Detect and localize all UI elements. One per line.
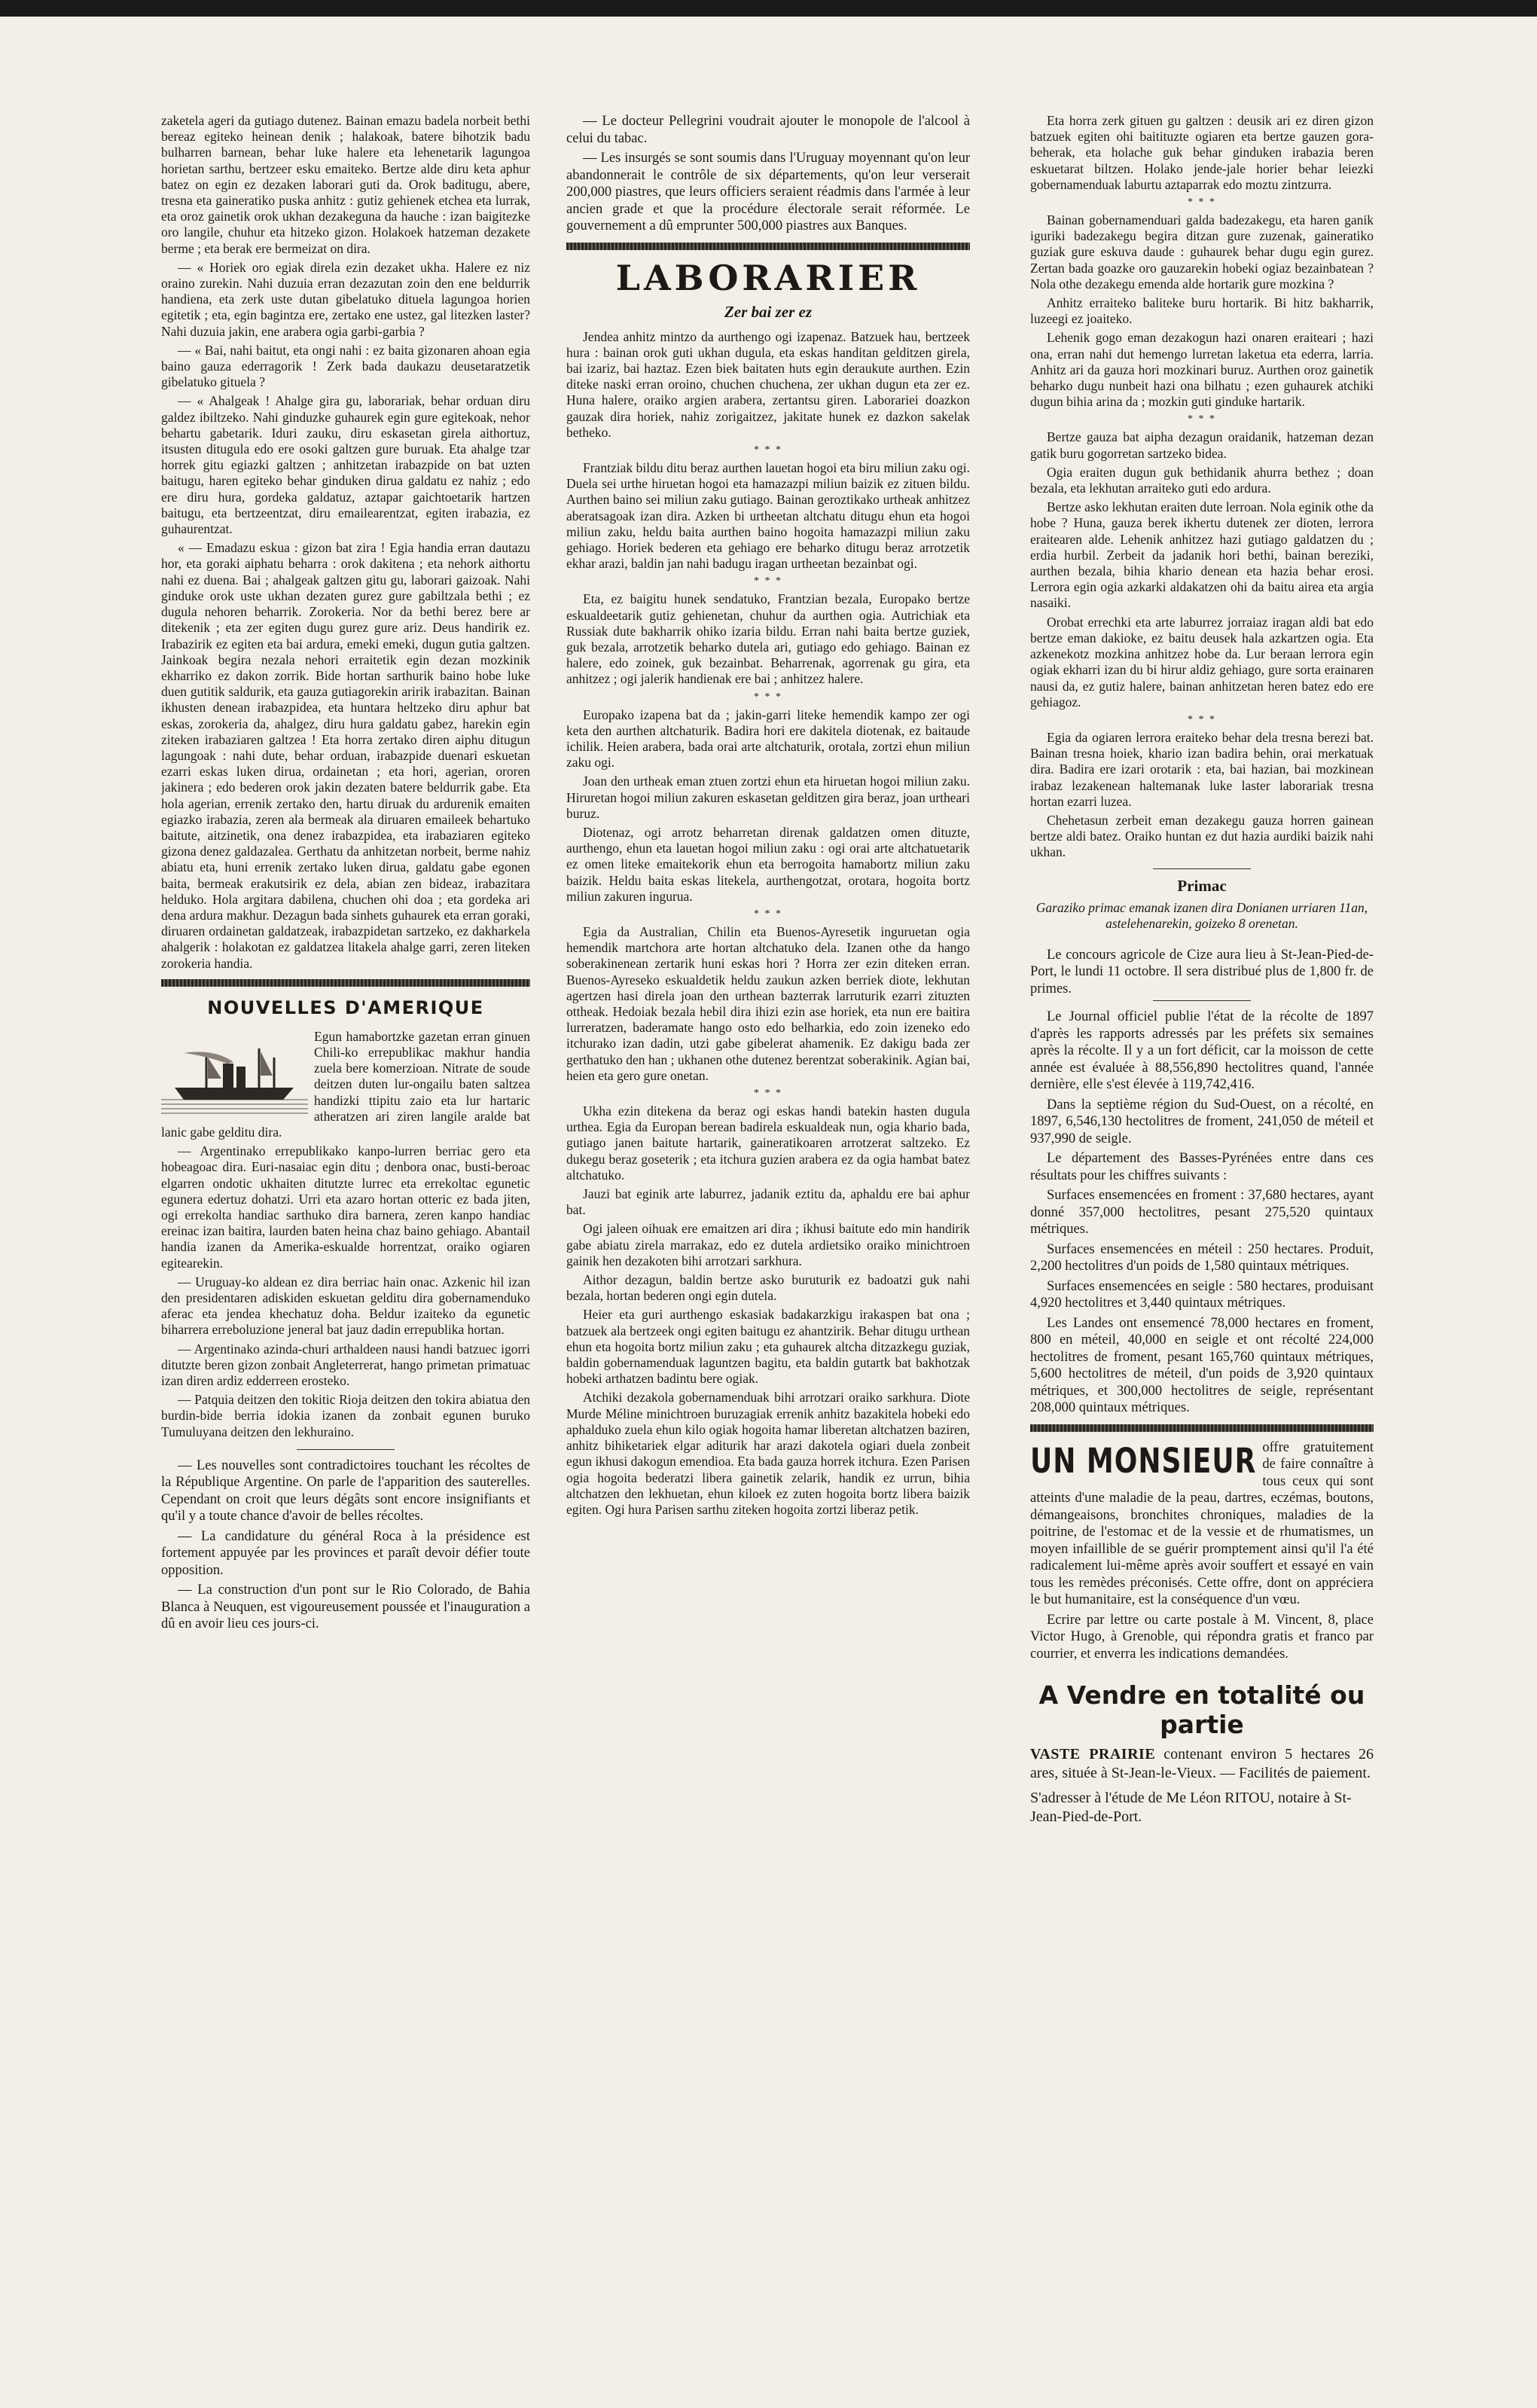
laborarier-article <box>566 329 970 1518</box>
paragraph: Les Landes ont ensemencé 78,000 hectares en froment, 800 en méteil, 40,000 en seigle et ont récolté 224,000 hectolitres de froment, pesant 165,760 quintaux métriques, 5,600 hectolitres de méteil, d'un poids de 3,920 quintaux métriques, et 300,000 hectolitres de seigle, représentant 208,000 quintaux métriques. <box>1030 1315 1374 1416</box>
paragraph: Le département des Basses-Pyrénées entre dans ces résultats pour les chiffres suivants : <box>1030 1151 1374 1183</box>
monsieur-ad-text: offre gratuitement de faire connaître à tous ceux qui sont atteints d'une maladie de la peau, dartres, eczémas, boutons, démangeaisons, bronchites chroniques, maladies de la poitrine, de l'estomac et de la vessie et de rhumatismes, un moyen infaillible de se guérir promptement ainsi qu'il l'a été radicalement lui-même après avoir souffert et essayé en vain tous les remèdes préconisés. Cette offre, dont on appréciera le but humanitaire, est la conséquence d'un vœu. <box>1030 1439 1374 1608</box>
nouvelles-section <box>161 1029 530 1633</box>
paragraph: Aithor dezagun, baldin bertze asko buruturik ez badoatzi guk nahi bezala, hortan bederen ongi egin dutela. <box>566 1272 970 1304</box>
asterism: * * * <box>754 444 782 456</box>
paragraph: « — Emadazu eskua : gizon bat zira ! Egia handia erran dautazu hor, eta goraki aiphatu beharra : orok dakitena ; eta nehork aithortu nahi ez duena. Bai ; ahalgeak galtzen gitu gu, laborari gaizoak. Nahi ginduke orok uste ukhan dezaten gurez gure gabiltzala bethi ; ez dugula nehoren beharrik. Zorokeria. Nor da bethi berez bere ar ditekenik ; eta zer egiten dugu gurez gure ariz. Deus handirik ez. Irabazirik ez egiten eta bai ardura, emeki emeki, dugun gutia galtzen. Jainkoak begira nezala nehori erraitetik egin dezan mozkinik ekharriko ez dakon zorrik. Bide hortan sarthurik baino hobe luke duen gutitik saldurik, eta gauza gutiagorekin aririk irabazitan. Bainan ikhusten denean irabazpidea, eta huntara heltzeko diru aphur bat eskas, zorokeria da, ahalgez, diru hura galdatu gabez, harekin egin ziteken irabaziaren galtzea ! Eta horra zertako diren aiphu ditugun lagungoak : nahi dute, behar orduan, irabazpide duenari eskuetan ezarri eskas luken dirua, ordainetan ; eta hori, agerian, ororen jakinera ; edo bederen orok jakin dezaten batere beldurrik gabe. Eta hola agerian, errenik zertako den, hartu diruak du ardurenik emaiten egiazko irabazia, zeren ala bermeak ala diruaren emaileek behartuko baitute, aitzinetik, ona denez irabazpidea, eta irabaziaren egiteko gizona denez galdazalea. Gerthatu da anhitzetan norbeit, berme nahiz abiatu eta, huni errenik zertako luken dirua, galdatu gabe egonen baita, bermeak erakutsirik ez dela, abian zen bideaz, irabazitara helduko. Hola argitara dabilena, chuchen ohi doa ; eta gordeka ari dena ardura makhur. Dezagun bada sinhets guhaurek eta erran goraki, diruaren ordainetan galdatzeak, irabazpidetan sartzeko, ez dakharkela ahalgerik : holakotan ez galdatzea litakela ahalge garri, zeren liteken zorokeria handia. <box>161 540 530 971</box>
paragraph: — La candidature du général Roca à la présidence est fortement appuyée par les provinces et paraît devoir défier toute opposition. <box>161 1528 530 1578</box>
monsieur-ad-body <box>1030 1439 1374 1609</box>
paragraph: Bertze asko lekhutan eraiten dute lerroan. Nola eginik othe da hobe ? Huna, gauza berek ikhertu dutenek zer dioten, lerrora eraitearen alde. Lehenik anhitzez hazi gutiago galdatzen du ; erdia hurbil. Zerbeit da jadanik hori bethi, bainan bereziki, aurthen bezala, bihia khario denean eta hazia behar erosi. Lerrora egin ogia azkarki aldakatzen ohi da baitu airea eta argia nasaiki. <box>1030 499 1374 611</box>
section-divider <box>566 243 970 250</box>
paragraph: Le concours agricole de Cize aura lieu à St-Jean-Pied-de-Port, le lundi 11 octobre. Il sera distribué plus de 1,800 fr. de primes. <box>1030 947 1374 996</box>
paragraph: — Les nouvelles sont contradictoires touchant les récoltes de la République Argentine. On parle de l'apparition des sauterelles. Cependant on croit que leurs dégâts sont encore insignifiants et qu'il y a toute chance d'avoir de belles récoltes. <box>161 1457 530 1524</box>
vendre-ad-description <box>1030 1745 1374 1783</box>
paragraph: Eta, ez baigitu hunek sendatuko, Frantzian bezala, Europako bertze eskualdeetarik gutiz gehienetan, chuhur da aurthen ogia. Autrichiak eta Russiak dute bakharrik ohiko izaria bildu. Erran nahi baita bertze guziek, guk bezala, arrotzetik beharko dutela ari, gutiago edo gehiago. Bainan ez halere, edo zoinek, guk bezainbat. Beharrenak, agorrenak gu gira, eta anhitzez ; ogi jalerik handienak ere bai ; anhitzez halere. <box>566 591 970 687</box>
laborarier-article-continued <box>1030 113 1374 861</box>
section-divider <box>161 979 530 987</box>
column-1 <box>161 113 530 2365</box>
paragraph: Egia da ogiaren lerrora eraiteko behar dela tresna berezi bat. Bainan tresna hoiek, khario izan badira behin, orai merkatuak dira. Badira ere izari orotarik : eta, bai hazian, bai mozkinean irabaz lezakenean haltemanak luke laster laborariak tresna hortan ezarri luzea. <box>1030 729 1374 809</box>
monsieur-ad-title: UN MONSIEUR <box>1030 1442 1257 1481</box>
french-news-top <box>566 113 970 235</box>
asterism: * * * <box>1188 414 1216 426</box>
paragraph: Surfaces ensemencées en seigle : 580 hectares, produisant 4,920 hectolitres et 3,440 quintaux métriques. <box>1030 1278 1374 1311</box>
paragraph: Anhitz erraiteko baliteke buru hortarik. Bi hitz bakharrik, luzeegi ez joaiteko. <box>1030 295 1374 327</box>
vendre-ad-title: A Vendre en totalité ou partie <box>1038 1680 1365 1740</box>
paragraph: Jauzi bat eginik arte laburrez, jadanik eztitu da, aphaldu ere bai aphur bat. <box>566 1186 970 1218</box>
paragraph: — « Bai, nahi baitut, eta ongi nahi : ez baita gizonaren ahoan egia baino gauza ederragorik ! Zerk bada daukazu deusetaratzetik gibelatuko gituela ? <box>161 342 530 390</box>
paragraph: Bertze gauza bat aipha dezagun oraidanik, hatzeman dezan gatik buru gogorretan sartzeko bidea. <box>1030 429 1374 461</box>
paragraph: Le Journal officiel publie l'état de la récolte de 1897 d'après les rapports adressés par les préfets six semaines après la récolte. Il y a un fort déficit, car la moisson de cette année est évaluée à 88,556,890 hectolitres quand, l'année dernière, elle s'est élevée à 119,742,416. <box>1030 1009 1374 1093</box>
paragraph: — Le docteur Pellegrini voudrait ajouter le monopole de l'alcool à celui du tabac. <box>566 114 970 146</box>
steamship-icon <box>161 1033 308 1116</box>
paragraph: Ogi jaleen oihuak ere emaitzen ari dira ; ikhusi baitute edo min handirik gabe abiatu zirela marrakaz, edo ez dutela ardietsiko oraiko minichtroen gainik hen dezakoten bihi arrotzari sarkhura. <box>566 1221 970 1268</box>
section-divider <box>1030 1424 1374 1432</box>
paragraph: Eta horra zerk gituen gu galtzen : deusik ari ez diren gizon batzuek egiten ohi baitituzte ogiaren eta bertze gauzen gora-beherak, eta holache guk behar ginduken irabazia beren eskuetarat biltzen. Holako jende-jale horier behar leiezki gobernamenduak laburtu aztaparrak edo moztu zintzurra. <box>1030 113 1374 192</box>
asterism: * * * <box>754 1088 782 1100</box>
paragraph: Ukha ezin ditekena da beraz ogi eskas handi batekin hasten dugula urthea. Egia da Europan berean badirela eskualdeak nun, ogia khario bada, gutiago janen baitute hartarik, gaineratikoaren arrotzerat saltzeko. Ez dukegu beraz goseterik ; eta itchura guzien arabera ez da ogia hambat batez altchatuko. <box>566 1103 970 1183</box>
paragraph: Jendea anhitz mintzo da aurthengo ogi izapenaz. Batzuek hau, bertzeek hura : bainan orok guti ukhan dugula, eta eskas handitan gelditzen girela, bai izariz, bai haztaz. Ezen biek baitaten huts egin deraukute aurthen. Ezin diteke naski erran oroino, chuchen chuchena, zer ukhan dugun eta zer ez. Huna halere, oraiko argien arabera, zertantsu giren. Laborariei doazkon gauzak dira horiek, nahiz zorigaitzez, jakitate hunek ez dazkon sakelak betheko. <box>566 328 970 440</box>
paragraph: Surfaces ensemencées en froment : 37,680 hectares, ayant donné 357,000 hectolitres, pesant 275,520 quintaux métriques. <box>1030 1188 1374 1238</box>
paragraph: — Patquia deitzen den tokitic Rioja deitzen den tokira abiatua den burdin-bide berria idokia izanen da zonbait egunen buruko Tumuluyana deitzen den lekhuraino. <box>161 1392 530 1439</box>
column-2 <box>566 113 970 2365</box>
paragraph: — « Ahalgeak ! Ahalge gira gu, laborariak, behar orduan diru galdez ibiltzeko. Nahi ginduzke guhaurek egin gure egitekoak, nehor behartu gabetarik. Iduri zauku, diru eskasetan girela aithortuz, itsusten ditugula edo ere osoki galtzen gure buruak. Eta ahalge tzar horrek gitu egiazki galtzen ; anhitzetan irabazpide on bat uzten baitugu, haren egiteko behar ginduken dirua galdatu ez nahiz ; edo ere diru hura, gordeka galdatuz, aztapar gaichtoetarik hartzen baitugu, eta bertzeentzat, diru emailearentzat, egiten irabazia, ez guhaurentzat. <box>161 393 530 537</box>
short-rule <box>1153 868 1251 869</box>
monsieur-advertisement <box>1030 1439 1374 1663</box>
paragraph: Joan den urtheak eman ztuen zortzi ehun eta hiruetan hogoi miliun zaku. Hiruretan hogoi miliun zakuren eskasetan gelditzen gira beraz, joan urtheari buruz. <box>566 774 970 821</box>
basque-article-continued <box>161 113 530 972</box>
asterism: * * * <box>754 575 782 588</box>
vendre-ad-lead: VASTE PRAIRIE <box>1030 1746 1156 1763</box>
paragraph: Egun hamabortzke gazetan erran ginuen Chili-ko errepublikac makhur handia zuela bere komerzioan. Nitrate de soude deitzen duten lur-ongailu baten saltzea handizki ttipitu zaio eta lur hartaric atheratzen ari ziren langile aralde bat lanic gabe gelditu dira. <box>161 1028 530 1140</box>
vendre-ad-text: contenant environ 5 hectares 26 ares, située à St-Jean-le-Vieux. — Facilités de paiement. <box>1030 1746 1374 1782</box>
paragraph: Heier eta guri aurthengo eskasiak badakarzkigu irakaspen bat ona ; batzuek ala bertzeek ongi egiten baitugu ez ahantzirik. Behar ditugu urthean ehun eta hogoita bortz miliun zaku ; eta guhaurek altcha ditzazkegu guziak, baldin gobernamenduak laguntzen bagitu, eta baldin gutartk bat bakhotzak hobeki arthatzen badintu bere ogiak. <box>566 1307 970 1387</box>
paragraph: Europako izapena bat da ; jakin-garri liteke hemendik kampo zer ogi keta den aurthen altchaturik. Badira hori ere dakitela diotenak, ez baitaude ichilik. Heien arabera, bada orai arte altchaturik, orotala, zortzi ehun miliun zaku ogi. <box>566 707 970 771</box>
paragraph: Egia da Australian, Chilin eta Buenos-Ayresetik inguruetan ogia hemendik martchora arte hortan altchatuko dela. Izanen othe da hango soberakinenean zertarik huni eskas hori ? Horra zer ezin diteken erran. Buenos-Ayreseko eskualdetik heldu zaukun azken berriek diote, lekhutan agertzen hasi direla joan den urthean bazterrak larruturik ezarri zituzten ottheak. Hedoiak bezala hebil dira ihizi ezin ase horiek, eta nun ere baitira lurreratzen, baderamate hango osto edo belharkia, edo zoin izeneko edo itchurako izan dadin, utzi gabe gibelerat ahamenik. Ez dakigu bada zer gerthatuko den han ; ukhanen othe dutenez berentzat soberakinik. Agian bai, heien eta gero gure onetan. <box>566 924 970 1083</box>
paragraph: Atchiki dezakola gobernamenduak bihi arrotzari oraiko sarkhura. Diote Murde Méline minichtroen buruzagiak errenik anhitz bazakitela hobeki edo aphalduko zuela ehun kilo ogiak hogoita hamar liberetan altchatzen baziren, anhitz bihiketariek elgar aditurik har arazi dakotela ogiari duela zonbeit egun ikhusi dakogun emendioa. Eta bada gauza horrek itchura. Ezen Parisen ogia hogoita bederatzi libera gainetik zelarik, handik ez urrun, bihia altchatzen den lekhuetan, ehun kiloek ez zuten hogoita bortz libera baizik egiten. Ogi hura Parisen sarthu ziteken hogoita zortzi liberaz petik. <box>566 1390 970 1517</box>
asterism: * * * <box>754 691 782 703</box>
paragraph: Bainan gobernamenduari galda badezakegu, eta haren ganik iguriki badezakegu begira ditzan gure zuzenak, gaineratiko guziak gure eskuva daude : guhaurek behar dugu egin gurez. Zertan bada goazke oro gauzarekin hobeki ogiaz bezainbatean ? Nola othe dezakegu emenda alde hortarik gure mozkina ? <box>1030 212 1374 291</box>
steamship-illustration <box>161 1033 308 1116</box>
paragraph: — Argentinako azinda-churi arthaldeen nausi handi batzuec igorri ditutzte beren gizon zonbait Angleterrerat, hango primetan primatuac izan diren ardiz edderreen erosteko. <box>161 1341 530 1389</box>
asterism: * * * <box>1188 197 1216 209</box>
laborarier-subheading: Zer bai zer ez <box>724 302 813 321</box>
paragraph: Frantziak bildu ditu beraz aurthen lauetan hogoi eta biru miliun zaku ogi. Duela sei urthe hiruetan hogoi eta hamazazpi miliun baizik ez zituen bildu. Aurthen baino sei miliun zaku gutiago. Bainan geroztikako urtheak anhitzez aberatsagoak izan dira. Azken bi urtheetan altchatu ditugu ehun eta hogoi miliun zaku, heldu baita aurthen baino hogoita hamazazpi miliun zaku gehiago. Horiek bederen eta gehiago ere beharko ditugu beraz arrotzetik ekhar arazi, baldin jan nahi badugu iragan urtheetan bezainbat ogi. <box>566 459 970 572</box>
laborarier-heading: LABORARIER <box>615 257 921 298</box>
vendre-ad-contact: S'adresser à l'étude de Me Léon RITOU, notaire à St-Jean-Pied-de-Port. <box>1030 1790 1352 1826</box>
paragraph: Chehetasun zerbeit eman dezakegu gauza horren gainean bertze aldi batez. Oraiko huntan ez dut hazia aurdiki baizik nahi ukhan. <box>1030 812 1374 860</box>
paragraph: — Uruguay-ko aldean ez dira berriac hain onac. Azkenic hil izan den presidentaren adiskiden eskuetan gelditu dira gobernamenduko aferac eta jendea khechatuz doha. Beldur izaiteko da egunetic biharrera erreboluzione jeneral bat jauz dadin errepublika hortan. <box>161 1274 530 1338</box>
column-3 <box>1030 113 1374 2365</box>
short-rule <box>297 1449 395 1450</box>
asterism: * * * <box>1188 713 1216 725</box>
primac-notice: Garaziko primac emanak izanen dira Donianen urriaren 11an, astelehenarekin, goizeko 8 orenetan. <box>1035 899 1368 931</box>
paragraph: — La construction d'un pont sur le Rio Colorado, de Bahia Blanca à Neuquen, est vigoureusement poussée et l'inauguration a dû en avoir lieu ces jours-ci. <box>161 1582 530 1632</box>
paragraph: Dans la septième région du Sud-Ouest, on a récolté, en 1897, 6,546,130 hectolitres de froment, 241,050 de méteil et 937,990 de seigle. <box>1030 1097 1374 1146</box>
paragraph: — Argentinako errepublikako kanpo-lurren berriac gero eta hobeagoac dira. Euri-nasaiac egin ditu ; denbora onac, busti-beroac elgarren ondotic ukhaiten ditutzte lurrec eta errekoltac egunetic egunera edertuz dohatzi. Urri eta azaro hortan otteric ez bada jiten, ogi errekolta handiac sarthuko dira barnera, zeren kanpo handiac ereinac izan baitira, laurden baten heina chaz baino gehiago. Abantail handia izanen da Amerika-eskualde horrentzat, oraiko ogiaren egitearekin. <box>161 1143 530 1271</box>
nouvelles-heading: NOUVELLES D'AMERIQUE <box>207 996 484 1018</box>
french-agricultural-news <box>1030 947 1374 1417</box>
paragraph: Lehenik gogo eman dezakogun hazi onaren eraiteari ; hazi ona, erran nahi dut hemengo lurretan laketua eta ederra, larria. Anhitz ari da gauza hori mozkinari buruz. Aurthen oroz gainetik beharko dugu nunbeit hazi ona bilhatu ; ezen guhaurek atchiki dugun bihia arina da ; mozkin guti ginduke hartarik. <box>1030 330 1374 410</box>
short-rule <box>1153 1000 1251 1001</box>
paragraph: Orobat errechki eta arte laburrez jorraiaz iragan aldi bat edo bertze eman dakioke, ez baitu deusek hala azkartzen ogia. Eta azkenekotz mozkina anhitzez hobe da. Lur beraan lerrora egin ogiak ekharri izan du bi hirur aldiz gehiago, gure sorta erainaren nausi da, ez gutiz halere, bainan anhitzetan heren batez edo ere gehiagoz. <box>1030 614 1374 710</box>
paragraph: Ogia eraiten dugun guk bethidanik ahurra bethez ; doan bezala, eta lekhutan arraiteko guti edo ardura. <box>1030 464 1374 496</box>
paragraph: Surfaces ensemencées en méteil : 250 hectares. Produit, 2,200 hectolitres d'un poids de 1,580 quintaux métriques. <box>1030 1241 1374 1274</box>
paragraph: zaketela ageri da gutiago dutenez. Bainan emazu badela norbeit bethi bereaz egiteko heinean denik ; halakoak, batere bihotzik badu bulharren barnean, behar luke halere eta lehenetarik lagungoa horietan sarthu, bertzeer esku emaiteko. Bertze alde diru keta aphur batez on egin ez dezaken laborari guti da. Orok baditugu, abere, tresna eta gaineratiko puska anhitz : gutiz gehienek etchea eta lurrak, eta oroz gainetik orok ukhan dezakeguna da hauche : izan baigitezke oro langile, chuhur eta hitzeko gizon. Holakoek hatzeman dezakete berme ; eta berak ere bermeizat on dira. <box>161 113 530 256</box>
paragraph: Diotenaz, ogi arrotz beharretan direnak galdatzen omen dituzte, aurthengo, ehun eta lauetan hogoi miliun zaku : ogi orai arte altchatuetarik ez omen liteke emaitekorik ehun eta berrogoita hamabortz miliun zaku baizik. Heldu baita eskas litekela, aurthengotzat, orotara, hogoita bortz miliun zakuren ingurua. <box>566 824 970 904</box>
paragraph: — « Horiek oro egiak direla ezin dezaket ukha. Halere ez niz oraino zurekin. Nahi duzuia erran dezazutan zoin den ene beldurrik handiena, eta zerk uste dutan gibelatuko dituela lagungoa horien egitetik ; eta, egin bagintza ere, zertako ene ustez, gal litezken laster? Nahi duzuia jakin, ene arabera ogia garbi-garbia ? <box>161 259 530 339</box>
asterism: * * * <box>754 908 782 920</box>
paragraph: — Les insurgés se sont soumis dans l'Uruguay moyennant qu'on leur abandonnerait le contrôle de six départements, qu'on leur verserait 200,000 piastres, que leurs officiers seraient réadmis dans l'armée à leur ancien grade et que la procédure électorale serait réformée. Le gouvernement a dû emprunter 500,000 piastres aux Banques. <box>566 151 970 233</box>
monsieur-ad-contact: Ecrire par lettre ou carte postale à M. Vincent, 8, place Victor Hugo, à Grenoble, qui répondra gratis et franco par courrier, et enverra les indications demandées. <box>1030 1612 1374 1662</box>
primac-heading: Primac <box>1177 876 1227 895</box>
page-top-border <box>0 0 1537 17</box>
